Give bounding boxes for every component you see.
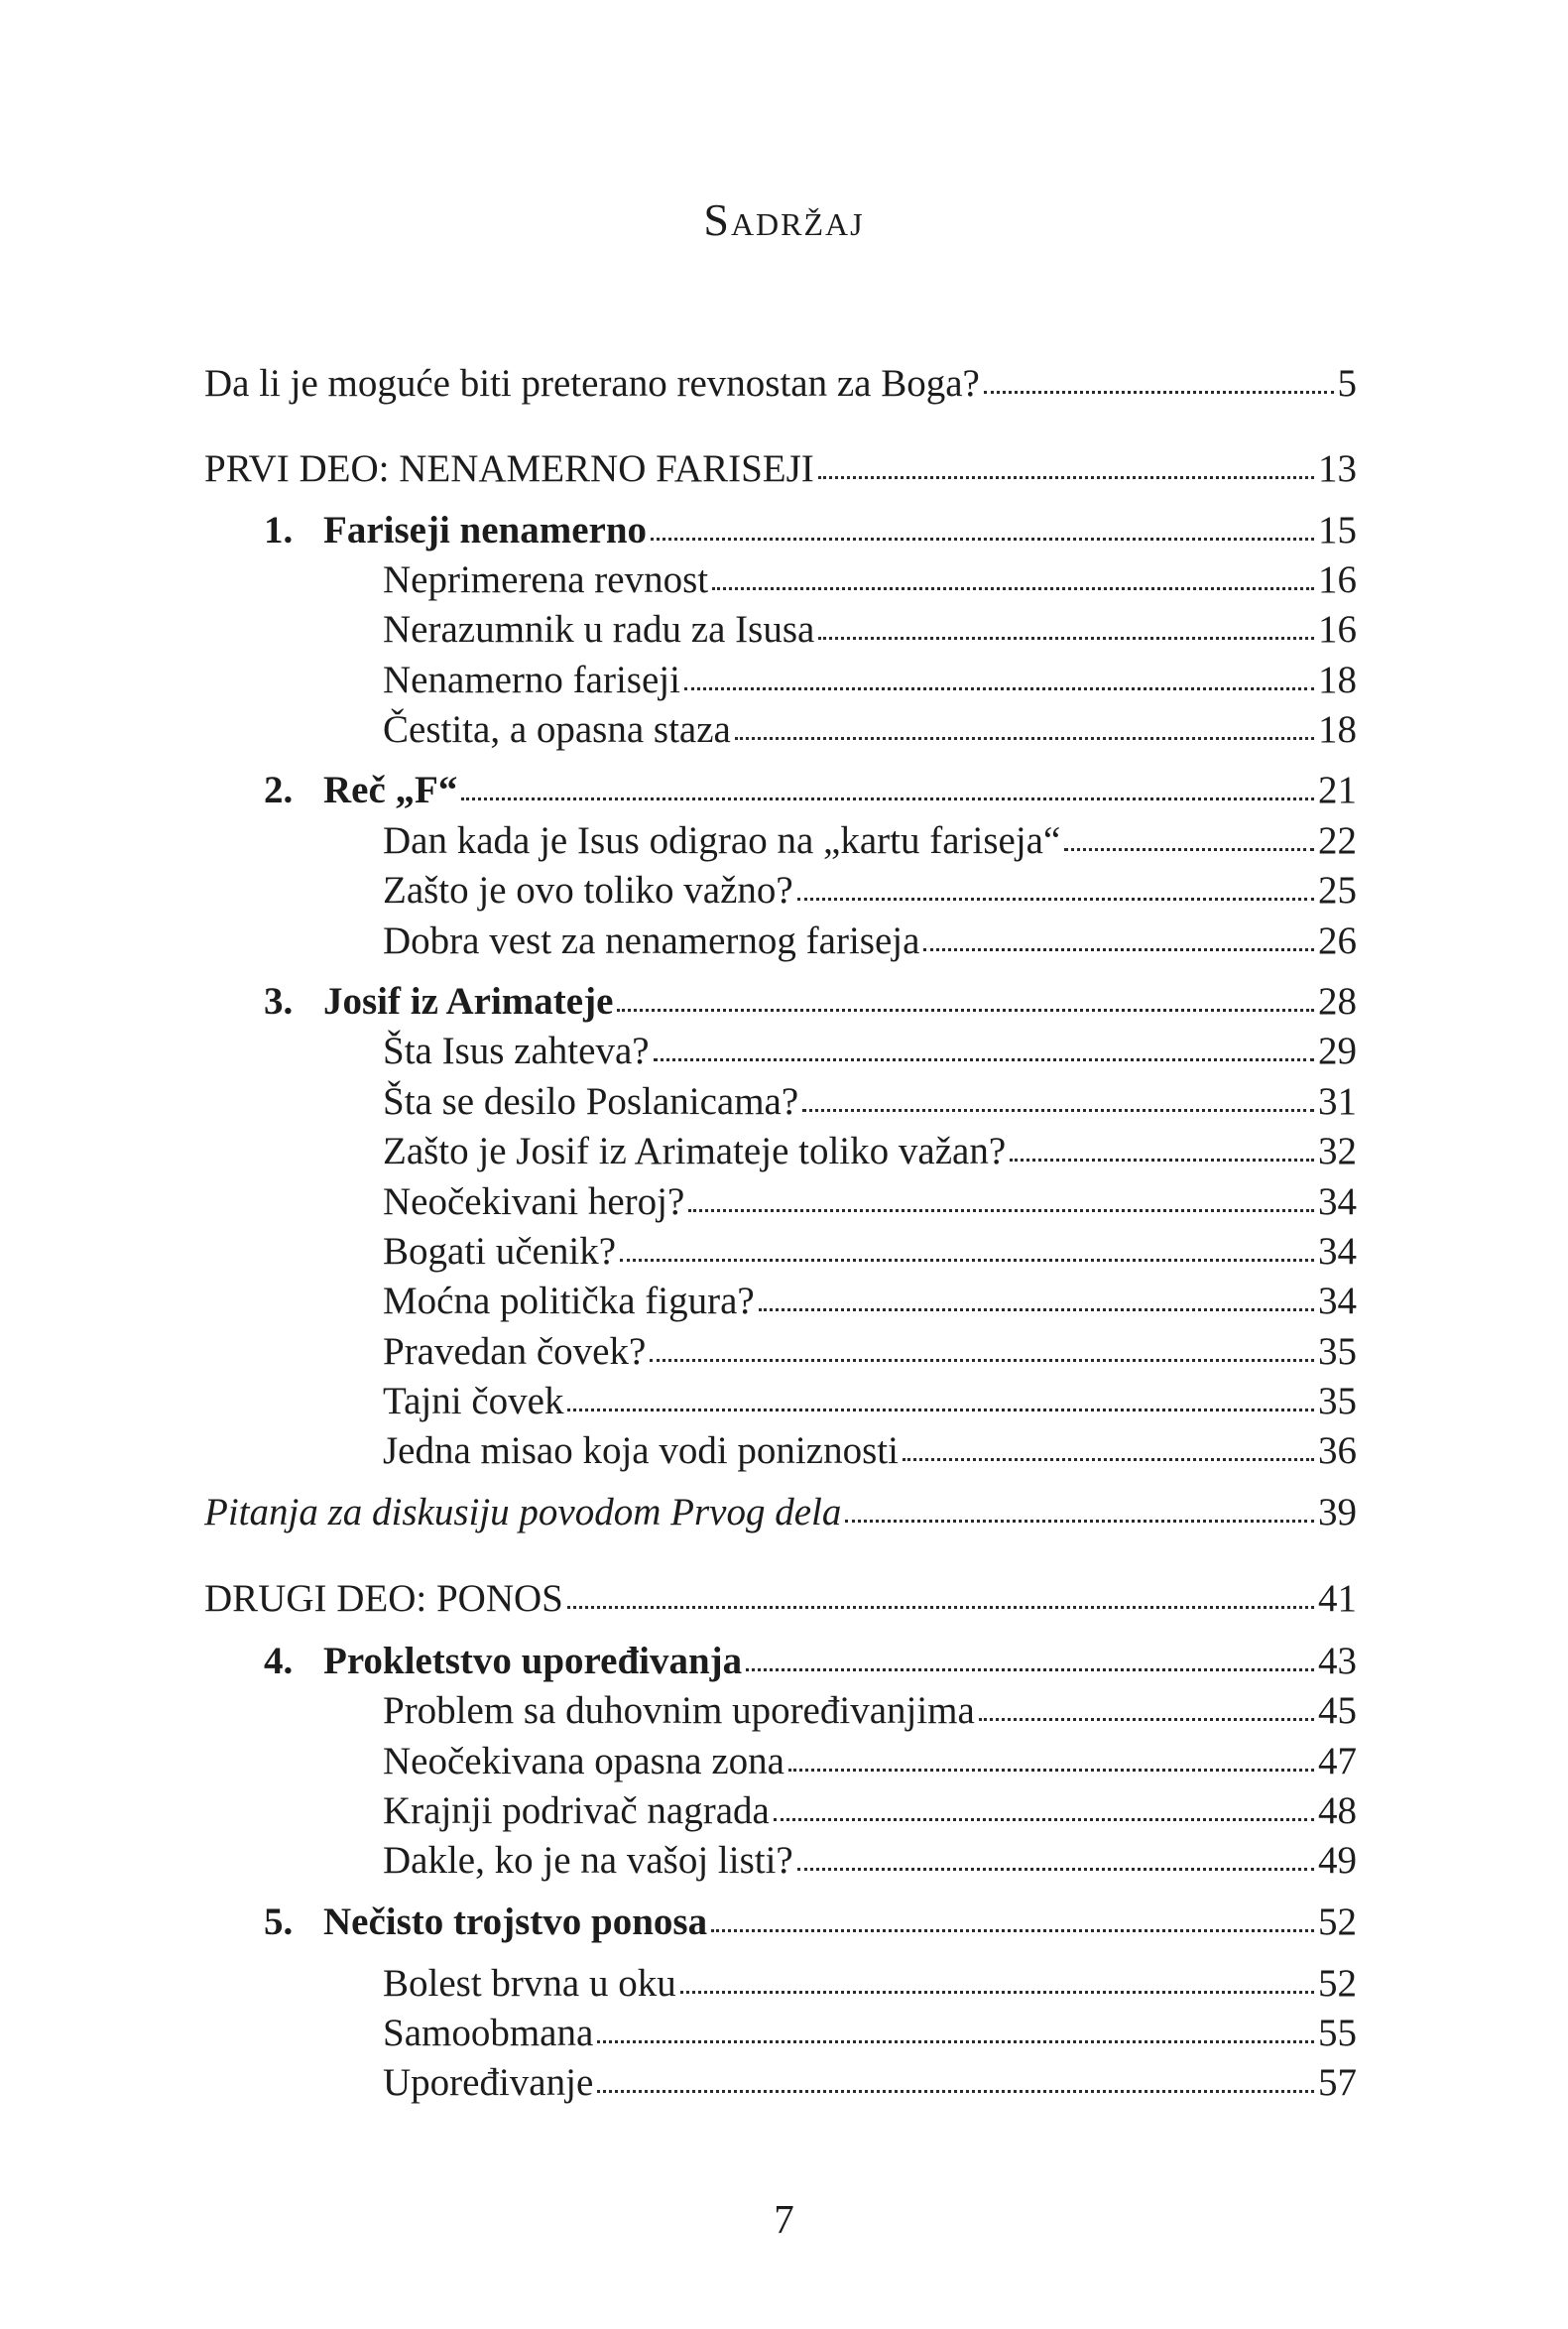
toc-entry-page: 34 [1318, 1280, 1357, 1322]
dot-leader [711, 1928, 1314, 1932]
toc-entry-section[interactable] [204, 1737, 1357, 1786]
toc-entry-page: 21 [1318, 769, 1357, 811]
dot-leader [984, 390, 1334, 394]
toc-entry-section[interactable] [204, 1327, 1357, 1377]
dot-leader [979, 1717, 1314, 1721]
dot-leader [845, 1519, 1314, 1523]
toc-entry-chapter-1[interactable] [204, 506, 1357, 555]
toc-entry-chapter-2[interactable] [204, 766, 1357, 815]
toc-entry-section[interactable] [204, 605, 1357, 655]
chapter-number: 1. [264, 509, 294, 552]
toc-entry-label: Nerazumnik u radu za Isusa [383, 608, 815, 651]
toc-entry-page: 32 [1318, 1130, 1357, 1172]
page-number: 7 [774, 2196, 794, 2242]
toc-entry-page: 26 [1318, 919, 1357, 962]
toc-entry-page: 47 [1318, 1740, 1357, 1782]
chapter-number: 4. [264, 1640, 294, 1682]
dot-leader [759, 1307, 1314, 1311]
toc-entry-page: 43 [1318, 1640, 1357, 1682]
toc-entry-page: 29 [1318, 1030, 1357, 1072]
toc-entry-page: 18 [1318, 659, 1357, 701]
toc-entry-page: 16 [1318, 608, 1357, 651]
toc-entry-label: Josif iz Arimateje [323, 980, 614, 1023]
dot-leader [1010, 1158, 1314, 1162]
toc-entry-page: 28 [1318, 980, 1357, 1023]
toc-entry-discussion[interactable] [204, 1488, 1357, 1537]
chapter-number: 5. [264, 1900, 294, 1943]
toc-entry-part-2[interactable] [204, 1574, 1357, 1624]
toc-entry-page: 35 [1318, 1380, 1357, 1422]
toc-entry-label: Pitanja za diskusiju povodom Prvog dela [204, 1491, 842, 1533]
dot-leader [746, 1667, 1314, 1671]
toc-entry-label: Dan kada je Isus odigrao na „kartu fariseja“ [383, 819, 1061, 862]
toc-entry-label: Samoobmana [383, 2012, 594, 2054]
toc-entry-label: Šta Isus zahteva? [383, 1030, 650, 1072]
dot-leader [654, 1057, 1314, 1061]
dot-leader [617, 1008, 1314, 1012]
toc-entry-label: Neprimerena revnost [383, 558, 709, 601]
dot-leader [650, 1358, 1314, 1362]
toc-entry-page: 13 [1318, 447, 1357, 490]
dot-leader [774, 1817, 1314, 1821]
toc-entry-section[interactable] [204, 1426, 1357, 1476]
toc-entry-label: Zašto je Josif iz Arimateje toliko važan? [383, 1130, 1007, 1172]
dot-leader [461, 797, 1314, 800]
dot-leader [788, 1768, 1314, 1772]
toc-entry-label: Reč „F“ [323, 769, 458, 811]
dot-leader [923, 947, 1314, 951]
toc-entry-page: 45 [1318, 1689, 1357, 1732]
toc-entry-section[interactable] [204, 1786, 1357, 1836]
dot-leader [597, 2039, 1314, 2043]
dot-leader [903, 1457, 1314, 1461]
toc-entry-section[interactable] [204, 1227, 1357, 1277]
dot-leader [567, 1408, 1314, 1411]
toc-entry-section[interactable] [204, 917, 1357, 966]
dot-leader [797, 897, 1314, 901]
toc-entry-label: Dobra vest za nenamernog fariseja [383, 919, 920, 962]
toc-entry-section[interactable] [204, 1377, 1357, 1426]
toc-entry-label: Moćna politička figura? [383, 1280, 755, 1322]
toc-entry-page: 25 [1318, 869, 1357, 912]
toc-entry-page: 34 [1318, 1180, 1357, 1223]
toc-entry-label: Pravedan čovek? [383, 1330, 647, 1373]
toc-entry-label: Prokletstvo upoređivanja [323, 1640, 743, 1682]
toc-entry-page: 18 [1318, 708, 1357, 751]
toc-entry-label: Nenamerno fariseji [383, 659, 680, 701]
toc-entry-chapter-4[interactable] [204, 1637, 1357, 1686]
toc-entry-section[interactable] [204, 705, 1357, 755]
toc-entry-label: Neočekivana opasna zona [383, 1740, 784, 1782]
toc-entry-page: 57 [1318, 2061, 1357, 2104]
dot-leader [620, 1258, 1314, 1262]
dot-leader [712, 586, 1314, 590]
toc-entry-section[interactable] [204, 816, 1357, 866]
toc-entry-label: Čestita, a opasna staza [383, 708, 731, 751]
toc-entry-section[interactable] [204, 1277, 1357, 1326]
toc-entry-section[interactable] [204, 1077, 1357, 1127]
toc-entry-page: 15 [1318, 509, 1357, 552]
toc-entry-label: Nečisto trojstvo ponosa [323, 1900, 708, 1943]
chapter-number: 2. [264, 769, 294, 811]
toc-entry-label: Jedna misao koja vodi poniznosti [383, 1429, 899, 1472]
dot-leader [818, 475, 1314, 479]
toc-entry-section[interactable] [204, 1127, 1357, 1176]
toc-entry-section[interactable] [204, 1177, 1357, 1227]
toc-entry-label: Fariseji nenamerno [323, 509, 648, 552]
toc-entry-section[interactable] [204, 555, 1357, 605]
toc-entry-page: 52 [1318, 1900, 1357, 1943]
dot-leader [684, 686, 1314, 690]
toc-entry-section[interactable] [204, 1686, 1357, 1736]
toc-entry-label: PRVI DEO: NENAMERNO FARISEJI [204, 447, 814, 490]
dot-leader [802, 1108, 1314, 1112]
dot-leader [735, 736, 1314, 740]
page-title: Sadržaj [703, 194, 865, 245]
toc-entry-part-1[interactable] [204, 444, 1357, 494]
toc-entry-intro[interactable] [204, 359, 1357, 409]
toc-entry-label: Tajni čovek [383, 1380, 564, 1422]
toc-entry-page: 49 [1318, 1839, 1357, 1882]
toc-entry-page: 41 [1318, 1577, 1357, 1620]
toc-entry-page: 48 [1318, 1789, 1357, 1832]
toc-entry-chapter-3[interactable] [204, 977, 1357, 1027]
toc-entry-label: Neočekivani heroj? [383, 1180, 685, 1223]
toc-entry-section[interactable] [204, 866, 1357, 916]
toc-entry-page: 5 [1337, 362, 1357, 405]
toc-entry-page: 36 [1318, 1429, 1357, 1472]
dot-leader [797, 1867, 1314, 1871]
toc-entry-label: Šta se desilo Poslanicama? [383, 1080, 799, 1123]
toc-entry-label: Dakle, ko je na vašoj listi? [383, 1839, 793, 1882]
toc-entry-page: 35 [1318, 1330, 1357, 1373]
toc-entry-label: Zašto je ovo toliko važno? [383, 869, 793, 912]
dot-leader [818, 636, 1314, 640]
toc-entry-page: 52 [1318, 1962, 1357, 2005]
chapter-number: 3. [264, 980, 294, 1023]
toc-entry-label: Krajnji podrivač nagrada [383, 1789, 770, 1832]
toc-entry-label: Upoređivanje [383, 2061, 594, 2104]
dot-leader [567, 1605, 1314, 1609]
toc-entry-page: 34 [1318, 1230, 1357, 1273]
toc-entry-section[interactable] [204, 1027, 1357, 1076]
toc-entry-label: Bolest brvna u oku [383, 1962, 676, 2005]
toc-entry-section[interactable] [204, 2058, 1357, 2108]
toc-entry-section[interactable] [204, 1836, 1357, 1886]
dot-leader [688, 1208, 1314, 1212]
toc-entry-label: DRUGI DEO: PONOS [204, 1577, 563, 1620]
toc-entry-page: 31 [1318, 1080, 1357, 1123]
dot-leader [1064, 847, 1314, 851]
toc-entry-label: Bogati učenik? [383, 1230, 617, 1273]
toc-entry-chapter-5[interactable] [204, 1898, 1357, 1947]
toc-entry-section[interactable] [204, 656, 1357, 705]
dot-leader [651, 537, 1314, 541]
toc-entry-section[interactable] [204, 1959, 1357, 2009]
toc-entry-page: 39 [1318, 1491, 1357, 1533]
toc-entry-page: 22 [1318, 819, 1357, 862]
dot-leader [597, 2089, 1314, 2093]
toc-entry-section[interactable] [204, 2009, 1357, 2058]
toc-entry-label: Da li je moguće biti preterano revnostan za Boga? [204, 362, 980, 405]
toc-entry-label: Problem sa duhovnim upoređivanjima [383, 1689, 975, 1732]
toc-entry-page: 16 [1318, 558, 1357, 601]
toc-entry-page: 55 [1318, 2012, 1357, 2054]
dot-leader [680, 1990, 1314, 1994]
